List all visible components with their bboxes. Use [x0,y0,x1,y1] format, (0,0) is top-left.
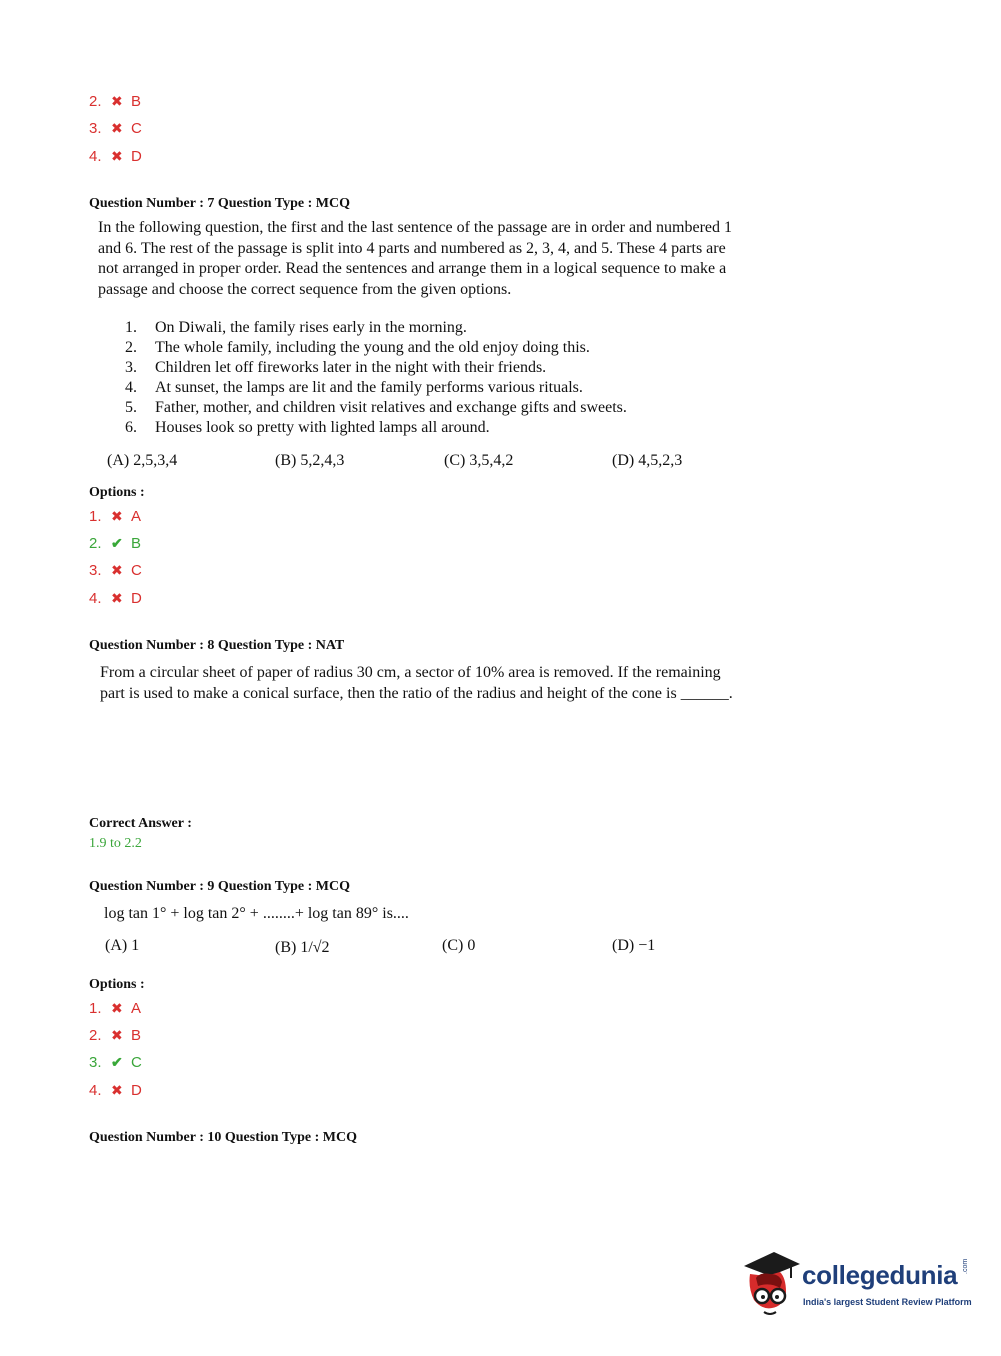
brand-name: collegedunia [802,1260,958,1290]
correct-answer-value: 1.9 to 2.2 [89,836,142,851]
options-label: Options : [89,977,145,992]
option-item: 3. ✖ C [89,562,142,579]
sentence-item: 5. Father, mother, and children visit relatives and exchange gifts and sweets. [125,399,627,416]
question-header: Question Number : 7 Question Type : MCQ [89,196,350,211]
question-header: Question Number : 9 Question Type : MCQ [89,879,350,894]
option-item: 2. ✖ B [89,1027,142,1044]
cross-icon: ✖ [111,508,123,524]
option-item: 4. ✖ D [89,148,142,165]
cross-icon: ✖ [111,1027,123,1043]
sentence-item: 6. Houses look so pretty with lighted lamps all around. [125,419,490,436]
option-item: 3. ✖ C [89,120,142,137]
choice-d: (D) 4,5,2,3 [612,452,683,469]
collegedunia-logo [740,1248,975,1320]
option-item: 1. ✖ A [89,508,142,525]
question-header: Question Number : 8 Question Type : NAT [89,638,345,653]
choice-b: (B) 1/√2 [275,939,330,956]
cross-icon: ✖ [111,1000,123,1016]
question-header: Question Number : 10 Question Type : MCQ [89,1130,357,1145]
choice-d: (D) −1 [612,937,656,954]
cross-icon: ✖ [111,148,123,164]
check-icon: ✔ [111,1054,123,1070]
correct-answer-label: Correct Answer : [89,816,192,831]
option-item: 1. ✖ A [89,1000,142,1017]
choice-c: (C) 3,5,4,2 [444,452,514,469]
option-item: 2. ✖ B [89,93,142,110]
choice-a: (A) 2,5,3,4 [107,452,178,469]
cross-icon: ✖ [111,93,123,109]
sentence-item: 1. On Diwali, the family rises early in the morning. [125,319,467,336]
option-item: 4. ✖ D [89,1082,142,1099]
sentence-item: 3. Children let off fireworks later in the night with their friends. [125,359,547,376]
check-icon: ✔ [111,535,123,551]
cross-icon: ✖ [111,562,123,578]
cross-icon: ✖ [111,1082,123,1098]
option-item: 4. ✖ D [89,590,142,607]
question-text: log tan 1° + log tan 2° + ........+ log tan 89° is.... [104,905,409,922]
options-label: Options : [89,485,145,500]
cross-icon: ✖ [111,590,123,606]
choice-b: (B) 5,2,4,3 [275,452,345,469]
option-item: 2. ✔ B [89,535,142,552]
mascot-icon [740,1248,802,1318]
option-item: 3. ✔ C [89,1054,142,1071]
brand-tagline: India's largest Student Review Platform [803,1297,972,1307]
choice-a: (A) 1 [105,937,140,954]
cross-icon: ✖ [111,120,123,136]
question-passage: In the following question, the first and the last sentence of the passage are in order and numbered 1 and 6. The rest of the passage is split into 4 parts and numbered as 2, 3, 4, and 5. These 4 parts are not arranged in proper order. Read the sentences and arrange them in a logical sequence to make a passage and choose the correct sequence from the given options. [98,219,733,298]
brand-suffix: .com [962,1258,969,1274]
sentence-item: 2. The whole family, including the young and the old enjoy doing this. [125,339,590,356]
sentence-item: 4. At sunset, the lamps are lit and the family performs various rituals. [125,379,583,396]
question-passage: From a circular sheet of paper of radius 30 cm, a sector of 10% area is removed. If the remaining part is used to make a conical surface, then the ratio of the radius and height of the cone is ______. [100,664,733,702]
choice-c: (C) 0 [442,937,476,954]
